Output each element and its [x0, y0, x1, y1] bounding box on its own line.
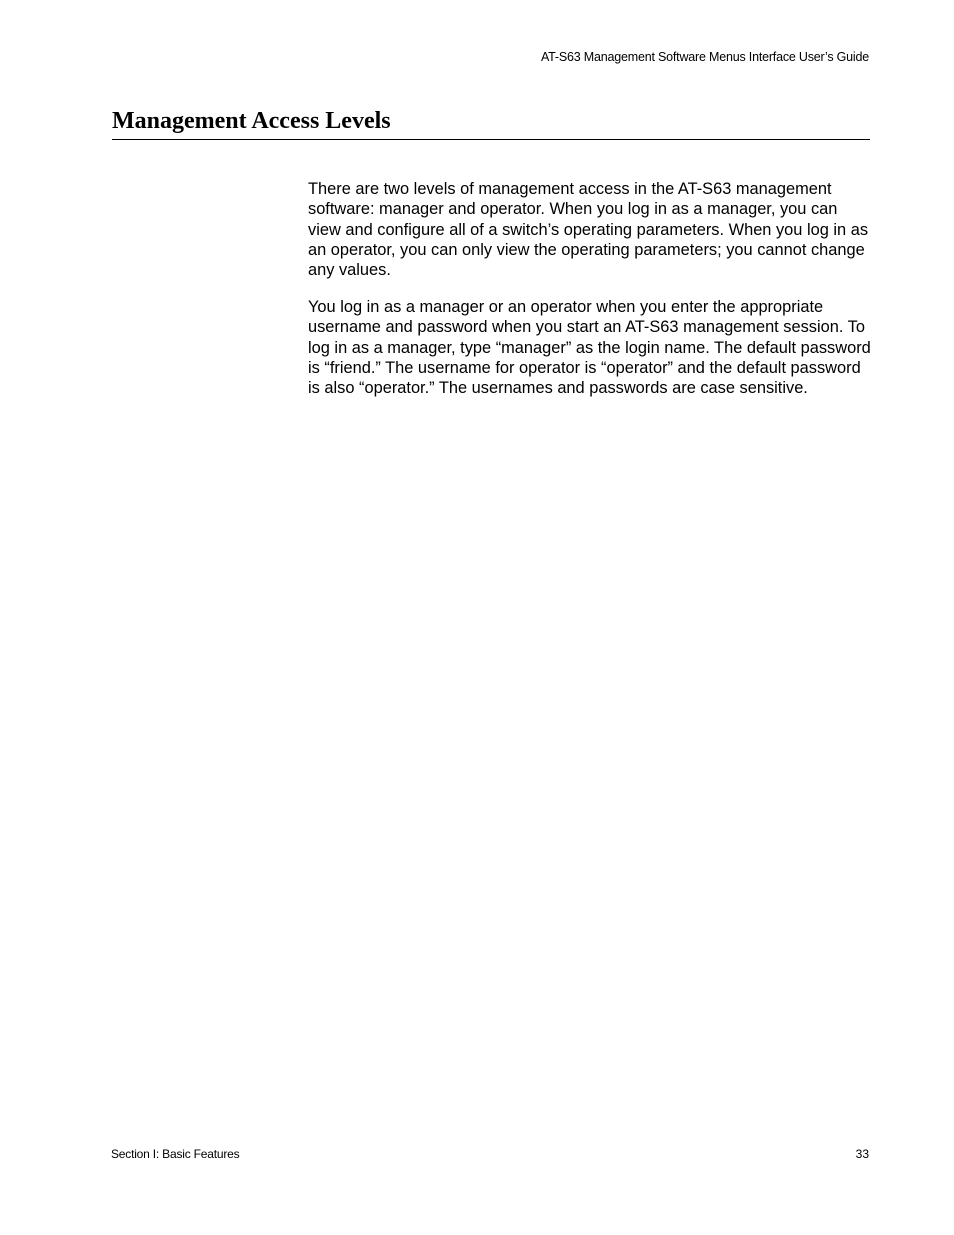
body-paragraph: There are two levels of management access in the AT-S63 management software: manager and operator. When you log in as a manager, you can view and configure all of a switch’s operating parameters. When you log in as an operator, you can only view the operating parameters; you cannot change any values. — [308, 180, 869, 280]
section-title: Management Access Levels — [112, 108, 391, 134]
body-paragraph: You log in as a manager or an operator when you enter the appropriate username and password when you start an AT-S63 management session. To log in as a manager, type “manager” as the login name. The default password is “friend.” The username for operator is “operator” and the default password is also “operator.” The usernames and passwords are case sensitive. — [308, 297, 871, 398]
section-heading — [112, 106, 870, 140]
footer-section-label: Section I: Basic Features — [111, 1147, 240, 1161]
body-text — [308, 179, 873, 415]
running-header: AT-S63 Management Software Menus Interface User’s Guide — [540, 50, 869, 64]
page-number: 33 — [855, 1147, 869, 1161]
